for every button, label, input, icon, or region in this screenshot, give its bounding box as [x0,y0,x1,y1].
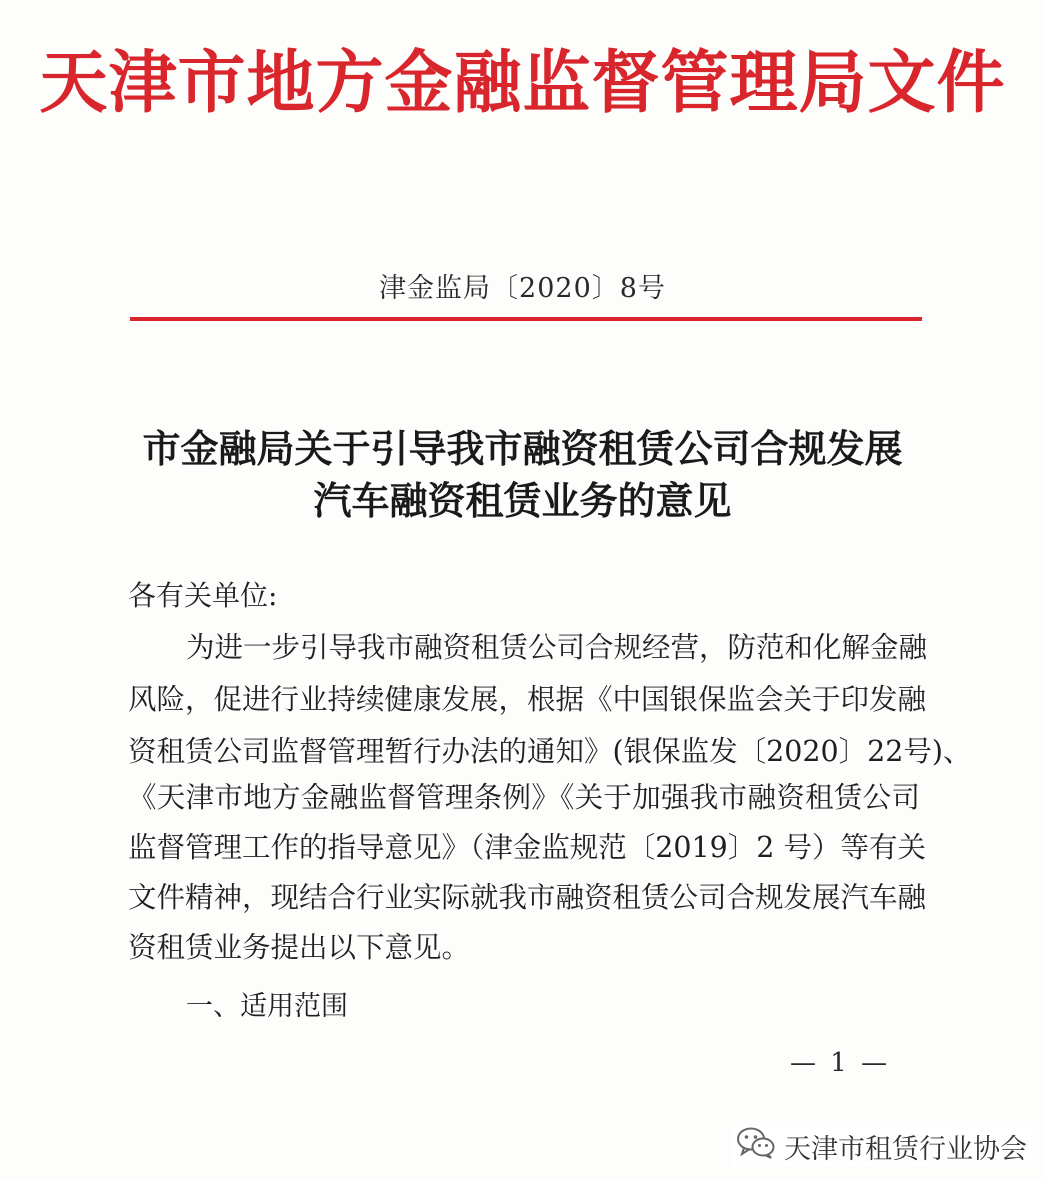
body-line: 文件精神，现结合行业实际就我市融资租赁公司合规发展汽车融 [128,881,927,914]
agency-header-title: 天津市地方金融监督管理局文件 [39,44,1006,123]
body-line: 风险，促进行业持续健康发展，根据《中国银保监会关于印发融 [128,683,927,716]
body-line: 资租赁业务提出以下意见。 [128,931,471,964]
wechat-watermark [732,1126,1031,1166]
section-heading: 一、适用范围 [186,991,348,1022]
document-title-line-1: 市金融局关于引导我市融资租赁公司合规发展 [142,427,903,471]
document-title-line-2: 汽车融资租赁业务的意见 [313,479,732,523]
wechat-icon [736,1126,784,1167]
body-line: 监督管理工作的指导意见》（津金监规范〔2019〕2 号）等有关 [128,831,926,864]
red-divider-line [130,317,922,321]
page-number: — 1 — [790,1048,891,1078]
body-line: 《天津市地方金融监督管理条例》《关于加强我市融资租赁公司 [128,781,920,814]
document-number: 津金监局〔2020〕8号 [379,273,666,304]
wechat-account-name: 天津市租赁行业协会 [784,1133,1027,1165]
addressee: 各有关单位: [128,579,278,612]
body-line: 资租赁公司监督管理暂行办法的通知》(银保监发〔2020〕22号)、 [128,735,972,768]
body-line: 为进一步引导我市融资租赁公司合规经营，防范和化解金融 [186,631,928,664]
